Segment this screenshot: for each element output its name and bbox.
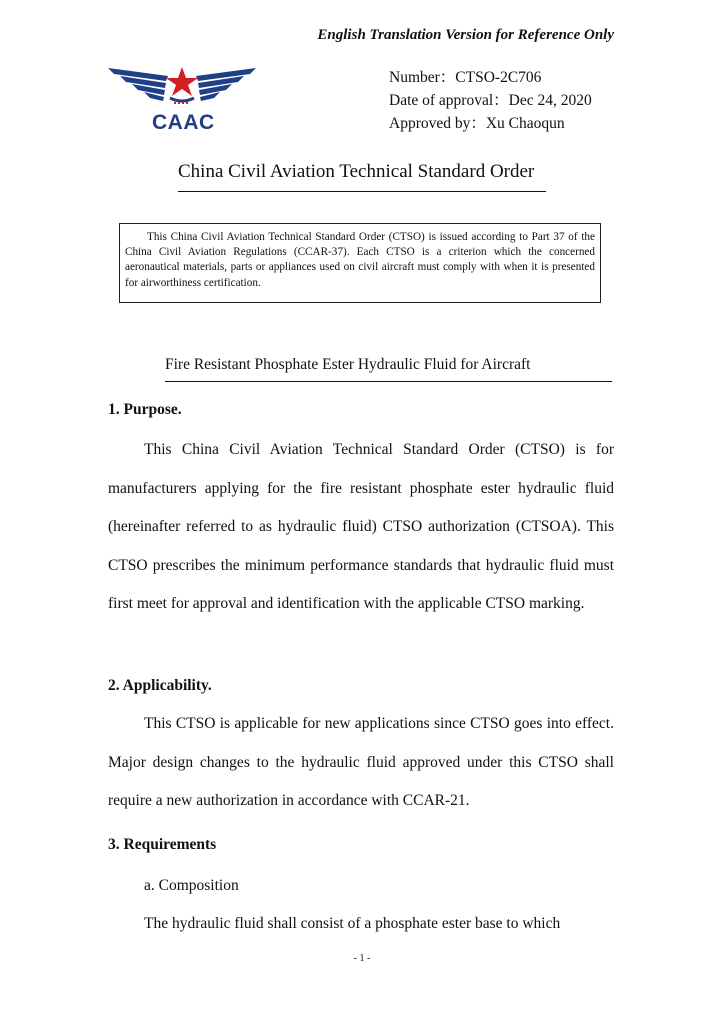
notice-text: This China Civil Aviation Technical Standard Order (CTSO) is issued according to Part 37 of the China Civil Aviation Regulations (CCAR-37). Each CTSO is a criterion which the concerned aeronautical materials, parts or appliances used on civil aircraft must comply with when it is presented for airworthiness certification. — [125, 231, 595, 289]
subject-title: Fire Resistant Phosphate Ester Hydraulic Fluid for Aircraft — [165, 356, 531, 373]
page-number: - 1 - — [353, 953, 371, 964]
section-text-applicability: This CTSO is applicable for new applications since CTSO goes into effect. Major design changes to the hydraulic fluid approved under this CTSO shall require a new authorization in accordance with CCAR-21. — [108, 715, 614, 809]
translation-note: English Translation Version for Reference Only — [317, 27, 614, 43]
notice-box — [119, 223, 601, 303]
document-number: Number：CTSO-2C706 — [389, 69, 542, 86]
section-heading-purpose: 1. Purpose. — [108, 401, 182, 418]
title-underline — [178, 191, 546, 192]
document-metadata — [389, 66, 592, 135]
caac-wings-star-icon — [106, 64, 258, 114]
document-title: China Civil Aviation Technical Standard Order — [178, 161, 535, 182]
section-heading-requirements: 3. Requirements — [108, 836, 217, 853]
section-text-composition: The hydraulic fluid shall consist of a phosphate ester base to which — [144, 915, 561, 932]
caac-logo — [106, 64, 258, 136]
logo-text: CAAC — [152, 111, 215, 134]
approval-date: Date of approval：Dec 24, 2020 — [389, 92, 592, 109]
section-text-purpose: This China Civil Aviation Technical Standard Order (CTSO) is for manufacturers applying for the fire resistant phosphate ester hydraulic fluid (hereinafter referred to as hydraulic fluid) CTSO authorization (CTSOA). This CTSO prescribes the minimum performance standards that hydraulic fluid must first meet for approval and identification with the applicable CTSO marking. — [108, 441, 614, 612]
subject-underline — [165, 381, 612, 382]
section-heading-applicability: 2. Applicability. — [108, 677, 212, 694]
approved-by: Approved by：Xu Chaoqun — [389, 115, 565, 132]
subsection-heading-composition: a. Composition — [144, 877, 239, 894]
